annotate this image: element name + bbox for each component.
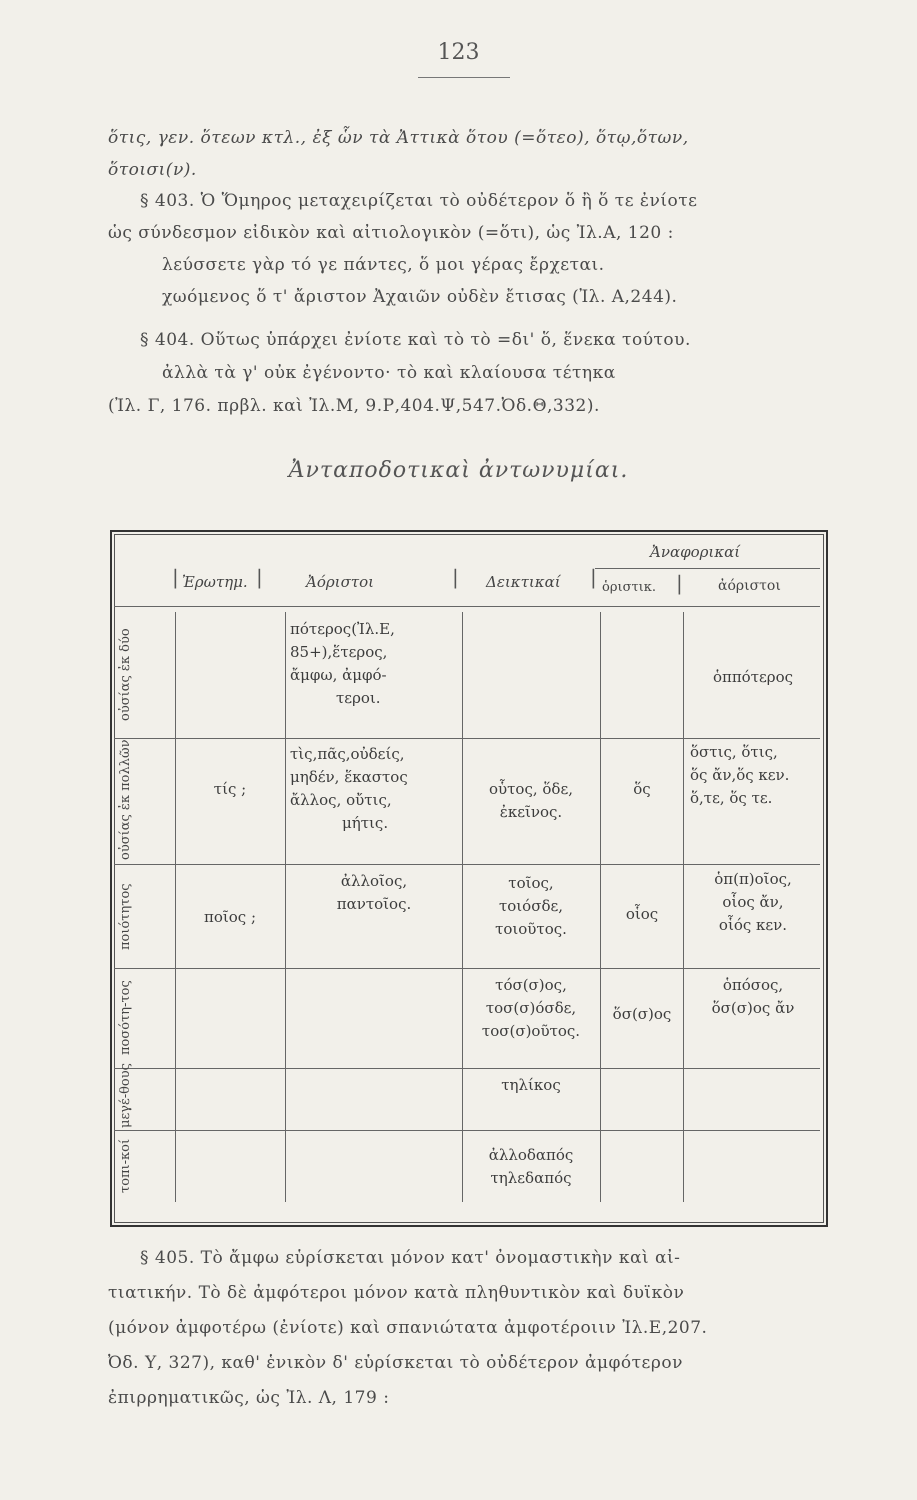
cell-line: ὅς (633, 780, 651, 798)
cell-line: μήτις. (342, 814, 389, 832)
col-rule-label (175, 612, 176, 1202)
cell-r4-rel-indefinite (686, 974, 820, 1020)
text-line-3: § 403. Ὁ Ὅμηρος μεταχειρίζεται τὸ οὐδέτερον ὅ ἢ ὅ τε ἐνίοτε (140, 191, 698, 211)
cell-r3-indefinite (288, 870, 460, 916)
cell-line: τεροι. (336, 689, 381, 707)
cell-r2-rel-definite (602, 778, 682, 801)
text-line-12: (μόνον ἀμφοτέρω (ἐνίοτε) καὶ σπανιώτατα ἀμφοτέροιιν Ἰλ.Ε,207. (108, 1318, 708, 1338)
cell-line: 85+),ἕτερος, (290, 643, 388, 661)
cell-r2-indefinite (290, 743, 460, 835)
header-divider: | (172, 565, 179, 589)
row-rule-1 (114, 738, 820, 739)
cell-r1-indefinite (290, 618, 460, 710)
cell-line: οἷός κεν. (718, 916, 788, 934)
cell-r2-demonstrative (464, 778, 598, 824)
cell-r1-rel-indefinite (686, 666, 820, 689)
row-rule-2 (114, 864, 820, 865)
cell-line: ἀλλοδαπός (488, 1146, 574, 1164)
group-header-rule (595, 568, 820, 569)
header-divider: | (676, 571, 683, 595)
row-label-4: ποσότη-τος (118, 980, 133, 1056)
cell-r3-rel-definite (602, 903, 682, 926)
cell-line: οὗτος, ὅδε, (488, 780, 574, 798)
header-divider: | (590, 565, 597, 589)
cell-line: πότερος(Ἰλ.Ε, (290, 620, 395, 638)
cell-r3-rel-indefinite (686, 868, 820, 937)
cell-line: ὅς ἄν,ὅς κεν. (690, 766, 790, 784)
row-label-1: οὐσίας ἐκ δύο (118, 628, 133, 722)
text-line-13: Ὀδ. Υ, 327), καθ' ἑνικὸν δ' εὑρίσκεται τὸ οὐδέτερον ἀμφότερον (108, 1353, 683, 1373)
header-divider: | (256, 565, 263, 589)
cell-r4-demonstrative (462, 974, 600, 1043)
cell-line: ὁπ(π)οῖος, (714, 870, 792, 888)
header-bottom-rule (114, 606, 820, 607)
cell-line: τοσ(σ)όσδε, (485, 999, 577, 1017)
header-relative-definite: ὁριστικ. (602, 580, 656, 595)
cell-line: τοιοῦτος. (495, 920, 567, 938)
text-line-7: § 404. Οὕτως ὑπάρχει ἐνίοτε καὶ τὸ τὸ =δι' ὅ, ἕνεκα τούτου. (140, 330, 691, 350)
text-line-2: ὅτοισι(ν). (108, 160, 197, 180)
col-rule-4 (683, 612, 684, 1202)
cell-line: ὅσ(σ)ος ἄν (711, 999, 795, 1017)
cell-r3-demonstrative (464, 872, 598, 941)
cell-r2-interrogative (180, 778, 280, 801)
text-line-14: ἐπιρρηματικῶς, ὡς Ἰλ. Λ, 179 : (108, 1388, 390, 1408)
cell-line: ἀλλοῖος, (340, 872, 408, 890)
page-number-rule (418, 77, 510, 78)
cell-r5-demonstrative (464, 1074, 598, 1097)
row-label-2: οὐσίας ἐκ πολλῶν (118, 739, 133, 860)
row-rule-3 (114, 968, 820, 969)
text-line-1: ὅτις, γεν. ὅτεων κτλ., ἐξ ὧν τὰ Ἀττικὰ ὅτου (=ὅτεο), ὅτῳ,ὅτων, (108, 128, 689, 148)
header-divider: | (452, 565, 459, 589)
cell-r4-rel-definite (602, 1003, 682, 1026)
cell-line: τηλίκος (501, 1076, 561, 1094)
cell-line: ὅ,τε, ὅς τε. (690, 789, 773, 807)
cell-line: ἐκεῖνος. (499, 803, 563, 821)
cell-line: τίς ; (213, 780, 247, 798)
text-line-8: ἀλλὰ τὰ γ' οὐκ ἐγένοντο· τὸ καὶ κλαίουσα τέτηκα (162, 363, 616, 383)
row-label-6: τοπι-κοί (118, 1138, 133, 1194)
header-interrogative: Ἐρωτημ. (182, 573, 248, 591)
cell-line: ποῖος ; (203, 908, 257, 926)
cell-line: οἷος ἄν, (722, 893, 784, 911)
header-demonstrative: Δεικτικαί (486, 573, 561, 591)
row-label-5: μεγέ-θους (118, 1063, 133, 1128)
cell-line: ὅστις, ὅτις, (690, 743, 778, 761)
text-line-4: ὡς σύνδεσμον εἰδικὸν καὶ αἰτιολογικὸν (=ὅτι), ὡς Ἰλ.Α, 120 : (108, 223, 674, 243)
cell-line: ὁππότερος (712, 668, 794, 686)
cell-line: τοιόσδε, (498, 897, 564, 915)
row-label-3: ποιότητος (118, 883, 133, 951)
cell-r3-interrogative (180, 906, 280, 929)
col-rule-1 (285, 612, 286, 1202)
text-line-11: τιατικήν. Τὸ δὲ ἀμφότεροι μόνον κατὰ πληθυντικὸν καὶ δυϊκὸν (108, 1283, 685, 1303)
header-relatives: Ἀναφορικαί (650, 543, 741, 561)
cell-line: τὶς,πᾶς,οὐδείς, (290, 745, 405, 763)
cell-line: ἄμφω, ἀμφό- (290, 666, 387, 684)
row-rule-4 (114, 1068, 820, 1069)
header-indefinite: Ἀόριστοι (306, 573, 375, 591)
col-rule-3 (600, 612, 601, 1202)
section-heading: Ἀνταποδοτικαὶ ἀντωνυμίαι. (288, 458, 629, 483)
cell-line: ὁπόσος, (722, 976, 784, 994)
cell-line: μηδέν, ἕκαστος (290, 768, 408, 786)
cell-line: τοῖος, (508, 874, 554, 892)
cell-line: τηλεδαπός (490, 1169, 572, 1187)
cell-line: οἷος (625, 905, 659, 923)
cell-line: ὅσ(σ)ος (612, 1005, 672, 1023)
text-line-6: χωόμενος ὅ τ' ἄριστον Ἀχαιῶν οὐδὲν ἔτισας (Ἰλ. Α,244). (162, 287, 678, 307)
cell-line: τόσ(σ)ος, (495, 976, 567, 994)
cell-r2-rel-indefinite (690, 741, 820, 810)
text-line-9: (Ἰλ. Γ, 176. πρβλ. καὶ Ἰλ.Μ, 9.Ρ,404.Ψ,547.Ὀδ.Θ,332). (108, 396, 600, 416)
text-line-5: λεύσσετε γὰρ τό γε πάντες, ὅ μοι γέρας ἔρχεται. (162, 255, 605, 275)
cell-line: ἄλλος, οὔτις, (290, 791, 392, 809)
text-line-10: § 405. Τὸ ἄμφω εὑρίσκεται μόνον κατ' ὀνομαστικὴν καὶ αἰ- (140, 1248, 681, 1268)
cell-r6-demonstrative (464, 1144, 598, 1190)
page-number: 123 (437, 40, 480, 65)
header-relative-indefinite: ἀόριστοι (718, 578, 781, 594)
cell-line: τοσ(σ)οῦτος. (481, 1022, 581, 1040)
row-rule-5 (114, 1130, 820, 1131)
col-rule-2 (462, 612, 463, 1202)
cell-line: παντοῖος. (336, 895, 412, 913)
